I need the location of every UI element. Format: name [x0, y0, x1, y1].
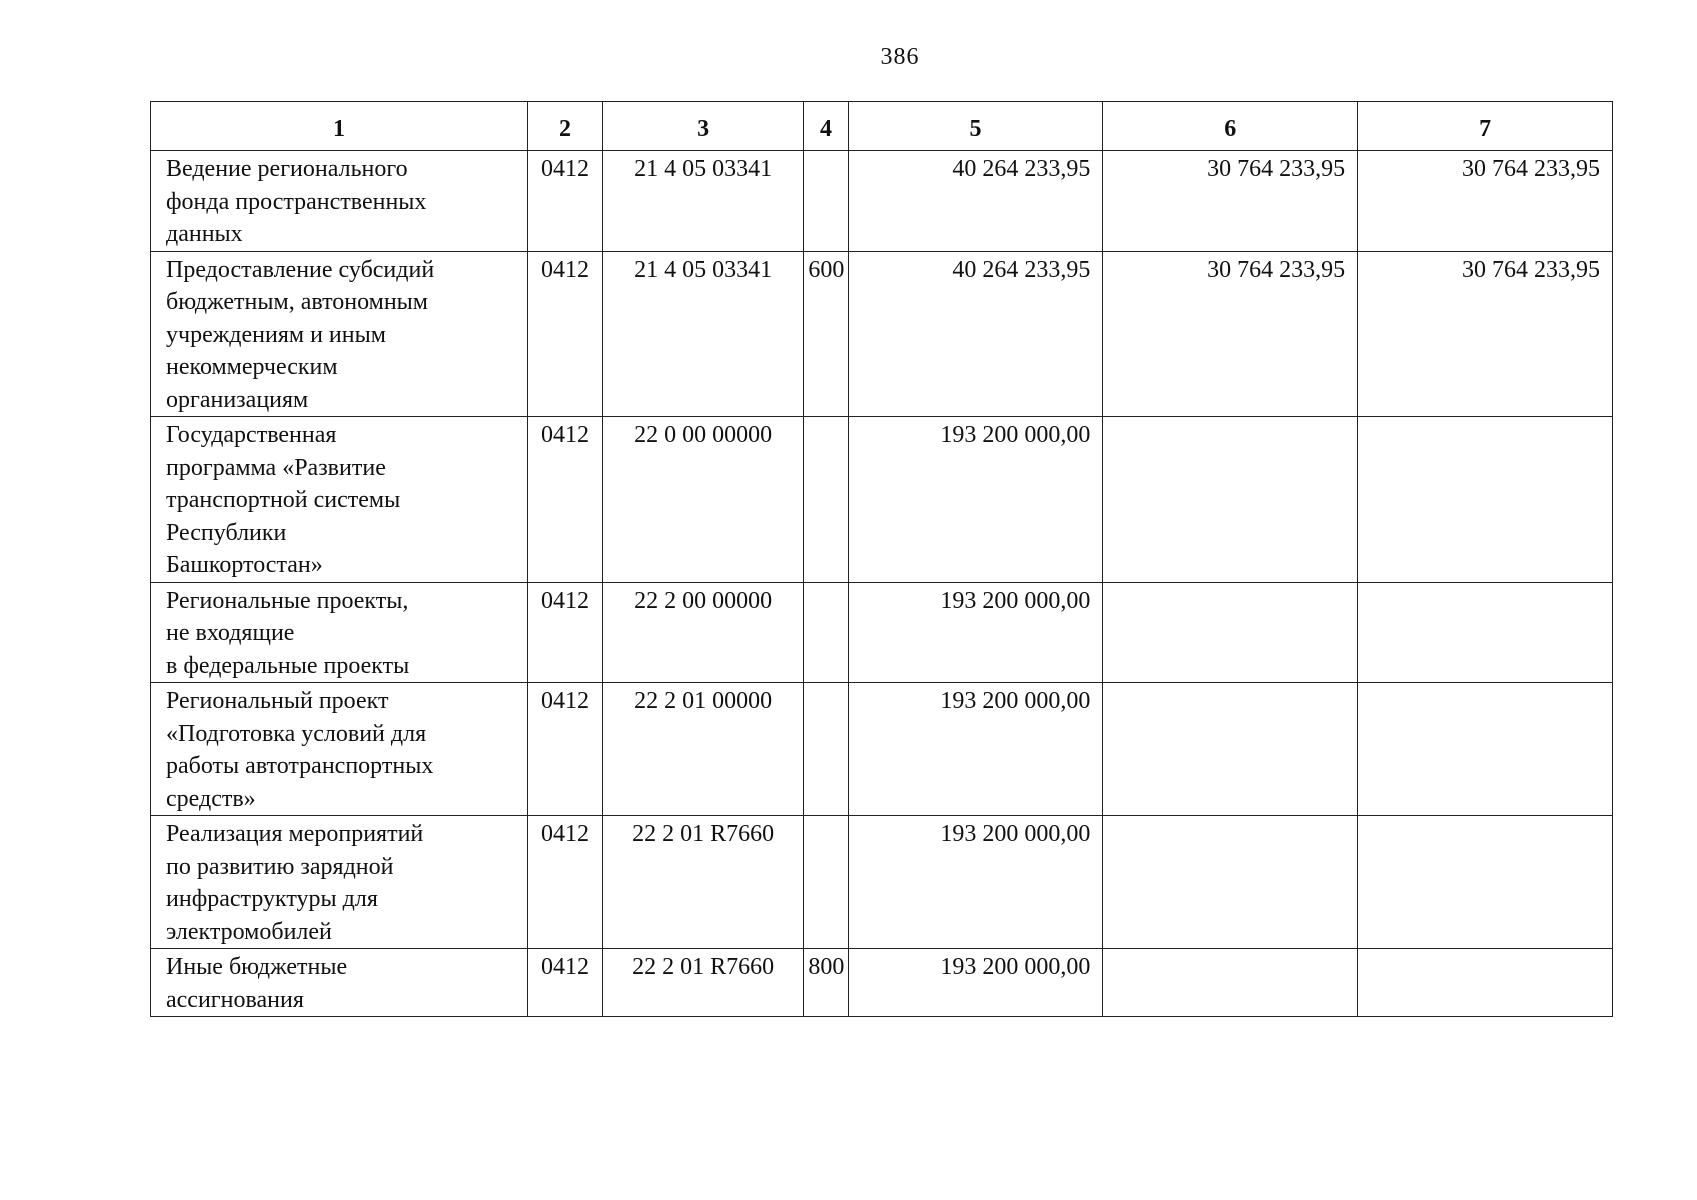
expense-type-cell: 800 [804, 949, 848, 1017]
sum-col5-cell: 40 264 233,95 [848, 151, 1103, 252]
row-name: Иные бюджетные ассигнования [166, 954, 348, 1013]
row-name-cell [151, 417, 528, 583]
sum-col5-cell: 193 200 000,00 [848, 949, 1103, 1017]
table-row [151, 683, 1613, 816]
sum-col7-cell [1358, 683, 1613, 816]
row-name-cell [151, 251, 528, 417]
column-header-7: 7 [1358, 102, 1613, 151]
row-name: Государственная программа «Развитие транспортной системы Республики Башкортостан» [166, 422, 401, 578]
sum-col6-cell: 30 764 233,95 [1103, 151, 1358, 252]
table-header-row [151, 102, 1613, 151]
target-code-cell: 22 2 00 00000 [602, 582, 804, 683]
sum-col6-cell [1103, 949, 1358, 1017]
sum-col7-cell [1358, 949, 1613, 1017]
row-name: Региональный проект «Подготовка условий для работы автотранспортных средств» [166, 688, 434, 812]
target-code-cell: 22 2 01 00000 [602, 683, 804, 816]
table-row [151, 251, 1613, 417]
section-code-cell: 0412 [528, 582, 603, 683]
column-header-1: 1 [151, 102, 528, 151]
sum-col5-cell: 193 200 000,00 [848, 582, 1103, 683]
sum-col6-cell [1103, 683, 1358, 816]
sum-col5-cell: 193 200 000,00 [848, 683, 1103, 816]
sum-col7-cell: 30 764 233,95 [1358, 251, 1613, 417]
section-code-cell: 0412 [528, 151, 603, 252]
table-row [151, 949, 1613, 1017]
sum-col5-cell: 40 264 233,95 [848, 251, 1103, 417]
sum-col6-cell [1103, 582, 1358, 683]
section-code-cell: 0412 [528, 417, 603, 583]
target-code-cell: 22 2 01 R7660 [602, 816, 804, 949]
expense-type-cell [804, 683, 848, 816]
table-row [151, 151, 1613, 252]
column-header-6: 6 [1103, 102, 1358, 151]
section-code-cell: 0412 [528, 816, 603, 949]
sum-col6-cell [1103, 816, 1358, 949]
row-name-cell [151, 683, 528, 816]
expense-type-cell [804, 151, 848, 252]
sum-col7-cell: 30 764 233,95 [1358, 151, 1613, 252]
expense-type-cell [804, 582, 848, 683]
sum-col7-cell [1358, 816, 1613, 949]
table-row [151, 417, 1613, 583]
sum-col5-cell: 193 200 000,00 [848, 816, 1103, 949]
row-name: Региональные проекты, не входящие в федеральные проекты [166, 587, 410, 679]
table-row [151, 816, 1613, 949]
column-header-5: 5 [848, 102, 1103, 151]
row-name-cell [151, 949, 528, 1017]
sum-col7-cell [1358, 582, 1613, 683]
row-name-cell [151, 582, 528, 683]
row-name: Предоставление субсидий бюджетным, автономным учреждениям и иным некоммерческим организациям [166, 256, 435, 413]
target-code-cell: 22 0 00 00000 [602, 417, 804, 583]
section-code-cell: 0412 [528, 251, 603, 417]
expense-type-cell [804, 417, 848, 583]
sum-col6-cell [1103, 417, 1358, 583]
column-header-4: 4 [804, 102, 848, 151]
column-header-2: 2 [528, 102, 603, 151]
sum-col7-cell [1358, 417, 1613, 583]
expense-type-cell: 600 [804, 251, 848, 417]
row-name: Ведение регионального фонда пространственных данных [166, 156, 427, 247]
table-row [151, 582, 1613, 683]
section-code-cell: 0412 [528, 949, 603, 1017]
row-name: Реализация мероприятий по развитию зарядной инфраструктуры для электромобилей [166, 821, 424, 945]
target-code-cell: 21 4 05 03341 [602, 251, 804, 417]
section-code-cell: 0412 [528, 683, 603, 816]
target-code-cell: 22 2 01 R7660 [602, 949, 804, 1017]
page-number: 386 [880, 44, 920, 70]
expense-type-cell [804, 816, 848, 949]
column-header-3: 3 [602, 102, 804, 151]
budget-table [150, 101, 1613, 1017]
sum-col6-cell: 30 764 233,95 [1103, 251, 1358, 417]
row-name-cell [151, 816, 528, 949]
sum-col5-cell: 193 200 000,00 [848, 417, 1103, 583]
row-name-cell [151, 151, 528, 252]
target-code-cell: 21 4 05 03341 [602, 151, 804, 252]
